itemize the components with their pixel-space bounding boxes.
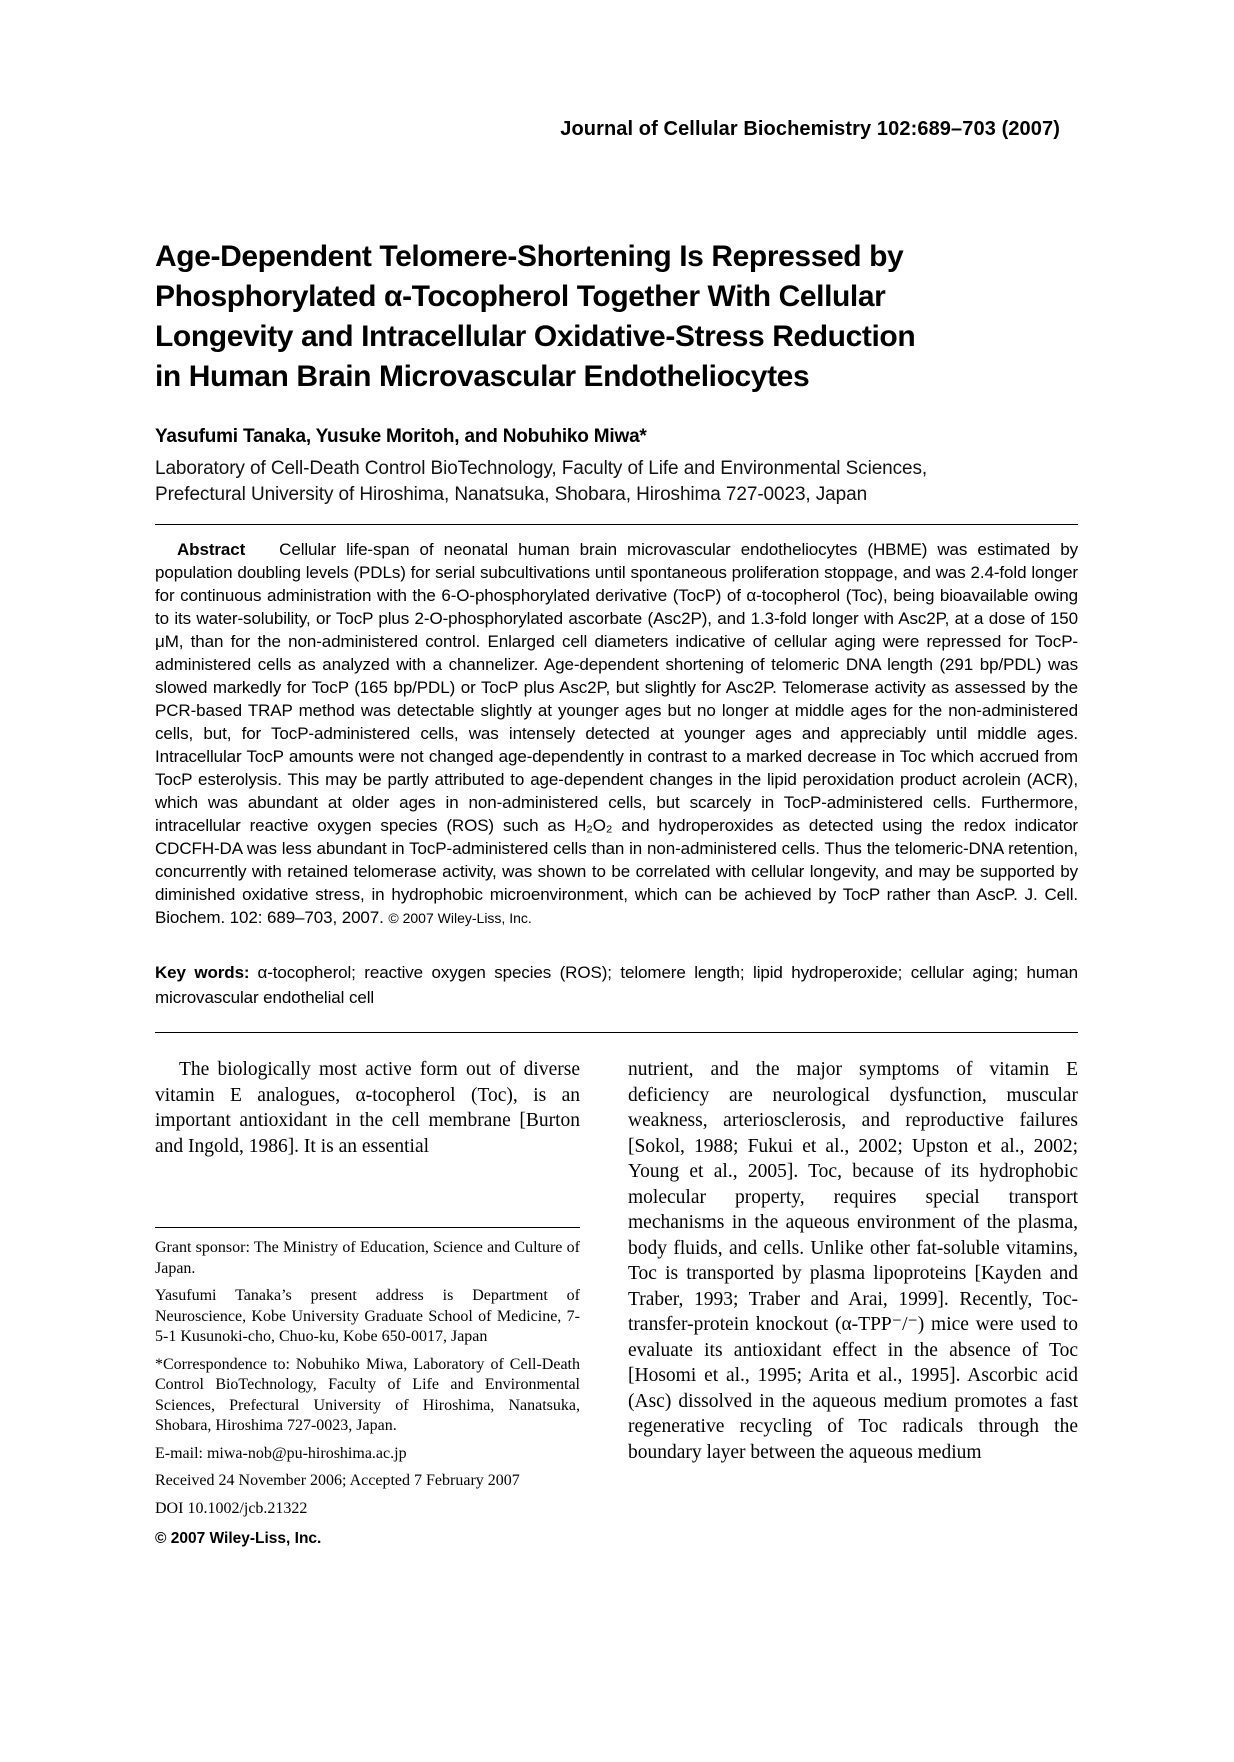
keywords-text: α-tocopherol; reactive oxygen species (ROS); telomere length; lipid hydroperoxide; cellular aging; human microvascular endothelial cell	[155, 963, 1078, 1007]
two-column-body	[155, 1057, 1078, 1557]
divider-above-abstract	[155, 524, 1078, 525]
abstract-copyright: © 2007 Wiley-Liss, Inc.	[388, 910, 532, 926]
affiliation-line: Laboratory of Cell-Death Control BioTechnology, Faculty of Life and Environmental Sciences,	[155, 458, 928, 479]
abstract-text: Cellular life-span of neonatal human brain microvascular endotheliocytes (HBME) was estimated by population doubling levels (PDLs) for serial subcultivations until spontaneous proliferation stoppage, and was 2.4-fold longer for continuous administration with the 6-O-phosphorylated derivative (TocP) of α-tocopherol (Toc), being bioavailable owing to its water-solubility, or TocP plus 2-O-phosphorylated ascorbate (Asc2P), and 1.3-fold longer with Asc2P, at a dose of 150 μM, than for the non-administered control. Enlarged cell diameters indicative of cellular aging were repressed for TocP-administered cells as analyzed with a channelizer. Age-dependent shortening of telomeric DNA length (291 bp/PDL) was slowed markedly for TocP (165 bp/PDL) or TocP plus Asc2P, but slightly for Asc2P. Telomerase activity as assessed by the PCR-based TRAP method was detectable slightly at younger ages but no longer at middle ages for the non-administered cells, but, for TocP-administered cells, was intensely detected at younger ages and appreciably until middle ages. Intracellular TocP amounts were not changed age-dependently in contrast to a marked decrease in Toc which accrued from TocP esterolysis. This may be partly attributed to age-dependent changes in the lipid peroxidation product acrolein (ACR), which was abundant at older ages in non-administered cells, but scarcely in TocP-administered cells. Furthermore, intracellular reactive oxygen species (ROS) such as H₂O₂ and hydroperoxides as detected using the redox indicator CDCFH-DA was less abundant in TocP-administered cells than in non-administered cells. Thus the telomeric-DNA retention, concurrently with retained telomerase activity, was shown to be correlated with cellular longevity, and may be supported by diminished oxidative stress, in hydrophobic microenvironment, which can be achieved by TocP rather than AscP.	[155, 540, 1078, 904]
keywords-paragraph	[155, 960, 1078, 1010]
footnote-received-accepted: Received 24 November 2006; Accepted 7 February 2007	[155, 1472, 520, 1489]
footnote-doi: DOI 10.1002/jcb.21322	[155, 1499, 308, 1517]
paper-title	[155, 237, 1078, 397]
footnotes-block	[155, 1227, 580, 1557]
divider-above-body	[155, 1032, 1078, 1033]
footnote-grant-sponsor: Grant sponsor: The Ministry of Education, Science and Culture of Japan.	[155, 1239, 580, 1277]
footnote-copyright: © 2007 Wiley-Liss, Inc.	[155, 1530, 322, 1547]
footnote-email: E-mail: miwa-nob@pu-hiroshima.ac.jp	[155, 1444, 407, 1462]
left-column	[155, 1057, 580, 1557]
footnote-divider	[155, 1227, 580, 1228]
abstract-label: Abstract	[177, 540, 246, 559]
abstract-citation: J. Cell. Biochem. 102: 689–703, 2007.	[155, 885, 1079, 927]
paper-title-line: Phosphorylated α-Tocopherol Together With Cellular	[155, 280, 886, 313]
paper-title-line: Longevity and Intracellular Oxidative-Stress Reduction	[155, 320, 916, 353]
footnote-present-address: Yasufumi Tanaka’s present address is Department of Neuroscience, Kobe University Graduate School of Medicine, 7-5-1 Kusunoki-cho, Chuo-ku, Kobe 650-0017, Japan	[155, 1287, 580, 1345]
abstract-paragraph	[155, 538, 1078, 930]
keywords-label: Key words:	[155, 963, 250, 982]
footnote-correspondence: *Correspondence to: Nobuhiko Miwa, Laboratory of Cell-Death Control BioTechnology, Faculty of Life and Environmental Sciences, Prefectural University of Hiroshima, Nanatsuka, Shobara, Hiroshima 727-0023, Japan.	[155, 1355, 580, 1434]
affiliation-line: Prefectural University of Hiroshima, Nanatsuka, Shobara, Hiroshima 727-0023, Japan	[155, 484, 868, 505]
affiliation	[155, 456, 1078, 508]
body-paragraph-right: nutrient, and the major symptoms of vitamin E deficiency are neurological dysfunction, muscular weakness, arteriosclerosis, and reproductive failures [Sokol, 1988; Fukui et al., 2002; Upston et al., 2002; Young et al., 2005]. Toc, because of its hydrophobic molecular property, requires special transport mechanisms in the aqueous environment of the plasma, body fluids, and cells. Unlike other fat-soluble vitamins, Toc is transported by plasma lipoproteins [Kayden and Traber, 1993; Traber and Arai, 1999]. Recently, Toc-transfer-protein knockout (α-TPP⁻/⁻) mice were used to evaluate its antioxidant effect in the absence of Toc [Hosomi et al., 1995; Arita et al., 1995]. Ascorbic acid (Asc) dissolved in the aqueous medium promotes a fast regenerative recycling of Toc radicals through the boundary layer between the aqueous medium	[628, 1059, 1078, 1463]
body-paragraph-left: The biologically most active form out of diverse vitamin E analogues, α-tocopherol (Toc), is an important antioxidant in the cell membrane [Burton and Ingold, 1986]. It is an essential	[155, 1059, 580, 1157]
journal-article-page	[0, 118, 1234, 1557]
journal-header	[155, 118, 1078, 141]
paper-title-line: Age-Dependent Telomere-Shortening Is Repressed by	[155, 240, 904, 273]
paper-title-line: in Human Brain Microvascular Endotheliocytes	[155, 360, 810, 393]
journal-header-text: Journal of Cellular Biochemistry 102:689–703 (2007)	[560, 118, 1060, 140]
authors-line: Yasufumi Tanaka, Yusuke Moritoh, and Nobuhiko Miwa*	[155, 426, 647, 447]
right-column	[628, 1057, 1078, 1557]
